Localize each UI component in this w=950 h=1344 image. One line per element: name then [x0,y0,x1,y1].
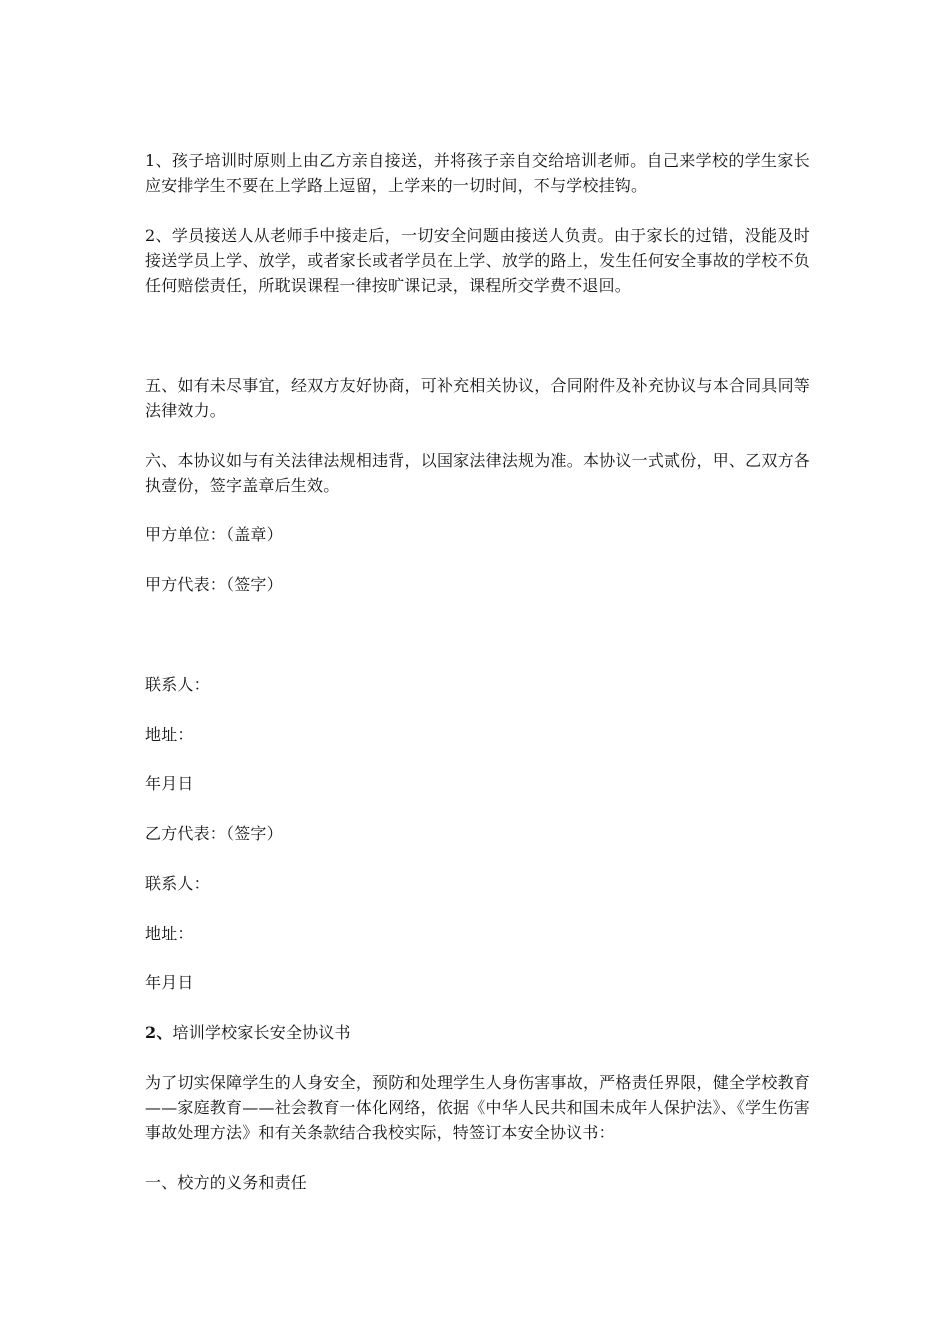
agreement-intro: 为了切实保障学生的人身安全，预防和处理学生人身伤害事故，严格责任界限，健全学校教育——家庭教育——社会教育一体化网络，依据《中华人民共和国未成年人保护法》、《学生伤害事故处理方法》和有关条款结合我校实际，特签订本安全协议书： [145,1073,810,1142]
paragraph-pickup-rule: 1、孩子培训时原则上由乙方亲自接送，并将孩子亲自交给培训老师。自己来学校的学生家长应安排学生不要在上学路上逗留，上学来的一切时间，不与学校挂钩。 [145,151,810,195]
section-2-title: 培训学校家长安全协议书 [172,1023,351,1042]
party-b-date: 年月日 [145,973,194,992]
section-2-number: 2、 [145,1023,173,1042]
section-2-heading [145,1020,810,1045]
party-a-address: 地址： [145,725,194,744]
paragraph-clause-six: 六、本协议如与有关法律法规相违背，以国家法律法规为准。本协议一式贰份，甲、乙双方各执壹份，签字盖章后生效。 [145,451,810,495]
party-b-address: 地址： [145,924,194,943]
paragraph-safety-responsibility: 2、学员接送人从老师手中接走后，一切安全问题由接送人负责。由于家长的过错，没能及时接送学员上学、放学，或者家长或者学员在上学、放学的路上，发生任何安全事故的学校不负任何赔偿责任，所耽误课程一律按旷课记录，课程所交学费不退回。 [145,226,810,295]
party-b-contact: 联系人： [145,874,210,893]
clause-one-heading: 一、校方的义务和责任 [145,1173,308,1192]
paragraph-clause-five: 五、如有未尽事宜，经双方友好协商，可补充相关协议，合同附件及补充协议与本合同具同等法律效力。 [145,376,810,420]
party-a-unit: 甲方单位：（盖章） [145,525,283,544]
party-a-representative: 甲方代表：（签字） [145,575,283,594]
party-a-date: 年月日 [145,774,194,793]
party-a-contact: 联系人： [145,675,210,694]
party-b-representative: 乙方代表：（签字） [145,824,283,843]
